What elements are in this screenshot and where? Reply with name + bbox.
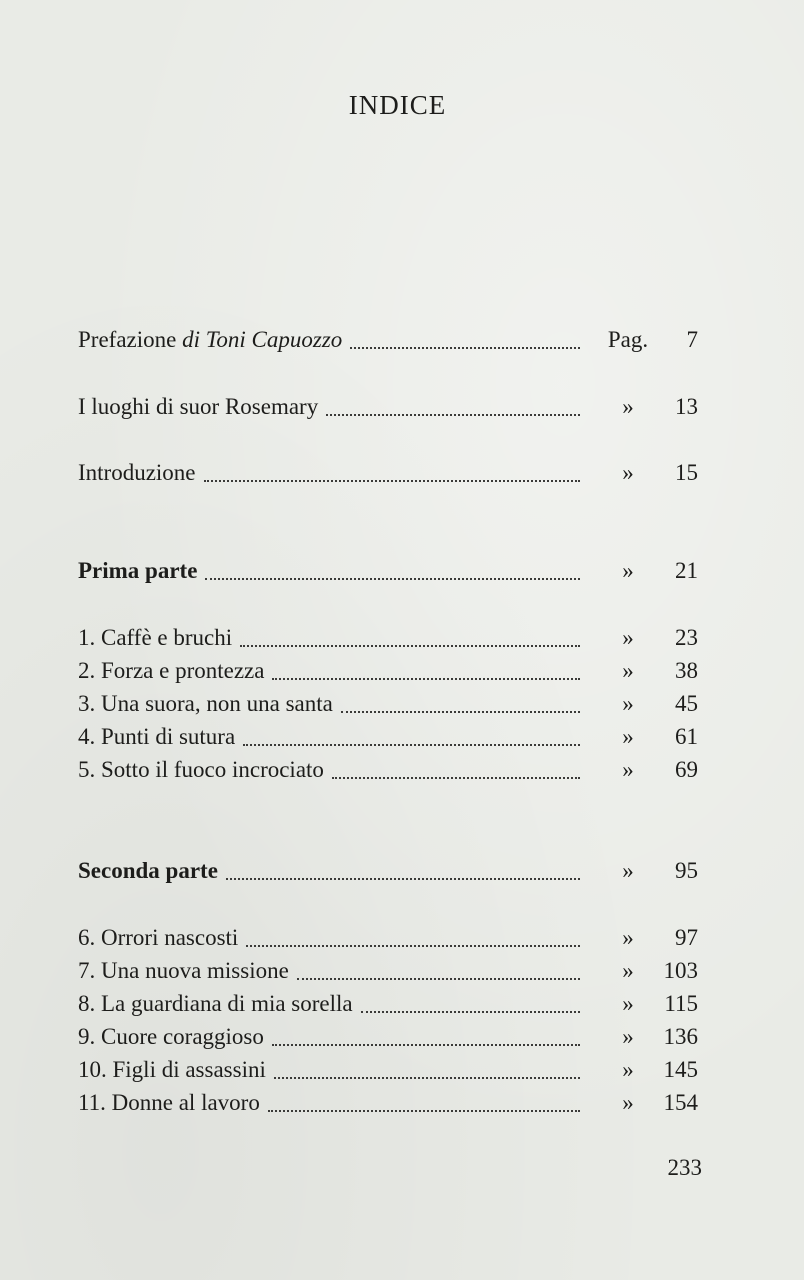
toc-entry-label: 6. Orrori nascosti [78,925,239,950]
toc-entry-prefix: » [622,724,634,749]
toc-entry-label: 9. Cuore coraggioso [78,1024,264,1049]
toc-entry-label: I luoghi di suor Rosemary [78,394,319,419]
toc-entry-page: 38 [675,658,698,683]
toc-entry-page: 95 [675,858,698,883]
toc-entry-page: 21 [675,558,698,583]
dot-leader [240,645,580,647]
toc-entry [78,722,698,752]
toc-entry [78,458,698,488]
dot-leader [272,678,580,680]
toc-entry [78,392,698,422]
dot-leader [226,878,580,880]
dot-leader [205,578,580,580]
toc-entry-label: 1. Caffè e bruchi [78,625,233,650]
dot-leader [350,347,580,349]
toc-entry [78,689,698,719]
toc-entry-prefix: » [622,460,634,485]
toc-entry-page: 23 [675,625,698,650]
toc-entry [78,989,698,1019]
dot-leader [246,945,580,947]
toc-entry-prefix: » [622,558,634,583]
toc-entry-prefix: » [622,1057,634,1082]
toc-entry-prefix: » [622,858,634,883]
toc-entry-label: Introduzione [78,460,196,485]
toc-entry-label: 2. Forza e prontezza [78,658,265,683]
toc-entry-prefix: » [622,991,634,1016]
toc-entry-page: 45 [675,691,698,716]
toc-entry-page: 145 [663,1057,698,1082]
toc-entry-label: 8. La guardiana di mia sorella [78,991,353,1016]
toc-section-label: Seconda parte [78,858,218,883]
toc-entry [78,1055,698,1085]
toc-entry-page: 13 [675,394,698,419]
toc-entry-prefix: » [622,925,634,950]
toc-entry-prefix: » [622,958,634,983]
page-title: INDICE [348,90,447,120]
toc-entry-label: 3. Una suora, non una santa [78,691,333,716]
toc-entry-page: 136 [663,1024,698,1049]
toc-entry-label: 4. Punti di sutura [78,724,236,749]
dot-leader [268,1110,580,1112]
toc-entry-page: 15 [675,460,698,485]
toc-entry [78,956,698,986]
dot-leader [297,978,580,980]
toc-entry [78,1088,698,1118]
toc-entry-page: 154 [663,1090,698,1115]
dot-leader [274,1077,580,1079]
toc-entry [78,755,698,785]
toc-entry [78,1022,698,1052]
dot-leader [332,777,580,779]
toc-entry [78,656,698,686]
toc-entry-label: 5. Sotto il fuoco incrociato [78,757,324,782]
toc-entry-page: 115 [664,991,698,1016]
toc-section-prima-parte [78,556,698,586]
toc-entry-label: 10. Figli di assassini [78,1057,266,1082]
dot-leader [272,1044,580,1046]
toc-entry-page: 103 [663,958,698,983]
toc-section-label: Prima parte [78,558,198,583]
toc-entry-prefix: » [622,757,634,782]
toc-entry [78,623,698,653]
toc-entry-page: 97 [675,925,698,950]
toc-entry [78,923,698,953]
toc-entry-prefix: » [622,394,634,419]
toc-entry-prefix: » [622,625,634,650]
toc-entry-page: 61 [675,724,698,749]
toc-entry-author: di Toni Capuozzo [182,327,343,352]
dot-leader [204,480,580,482]
page-number: 233 [667,1155,702,1180]
toc-entry-prefix: » [622,691,634,716]
toc-entry-prefix: » [622,1090,634,1115]
toc-entry-prefazione [78,325,698,355]
toc-entry-label: 7. Una nuova missione [78,958,289,983]
toc-entry-prefix: Pag. [607,327,649,352]
toc-entry-page: 69 [675,757,698,782]
dot-leader [243,744,580,746]
toc-entry-prefix: » [622,1024,634,1049]
toc-entry-page: 7 [686,327,698,352]
dot-leader [326,414,580,416]
toc-section-seconda-parte [78,856,698,886]
dot-leader [341,711,580,713]
dot-leader [361,1011,580,1013]
toc-entry-label: 11. Donne al lavoro [78,1090,260,1115]
toc-entry-prefix: » [622,658,634,683]
toc-entry-label: Prefazione di Toni Capuozzo [78,327,343,352]
